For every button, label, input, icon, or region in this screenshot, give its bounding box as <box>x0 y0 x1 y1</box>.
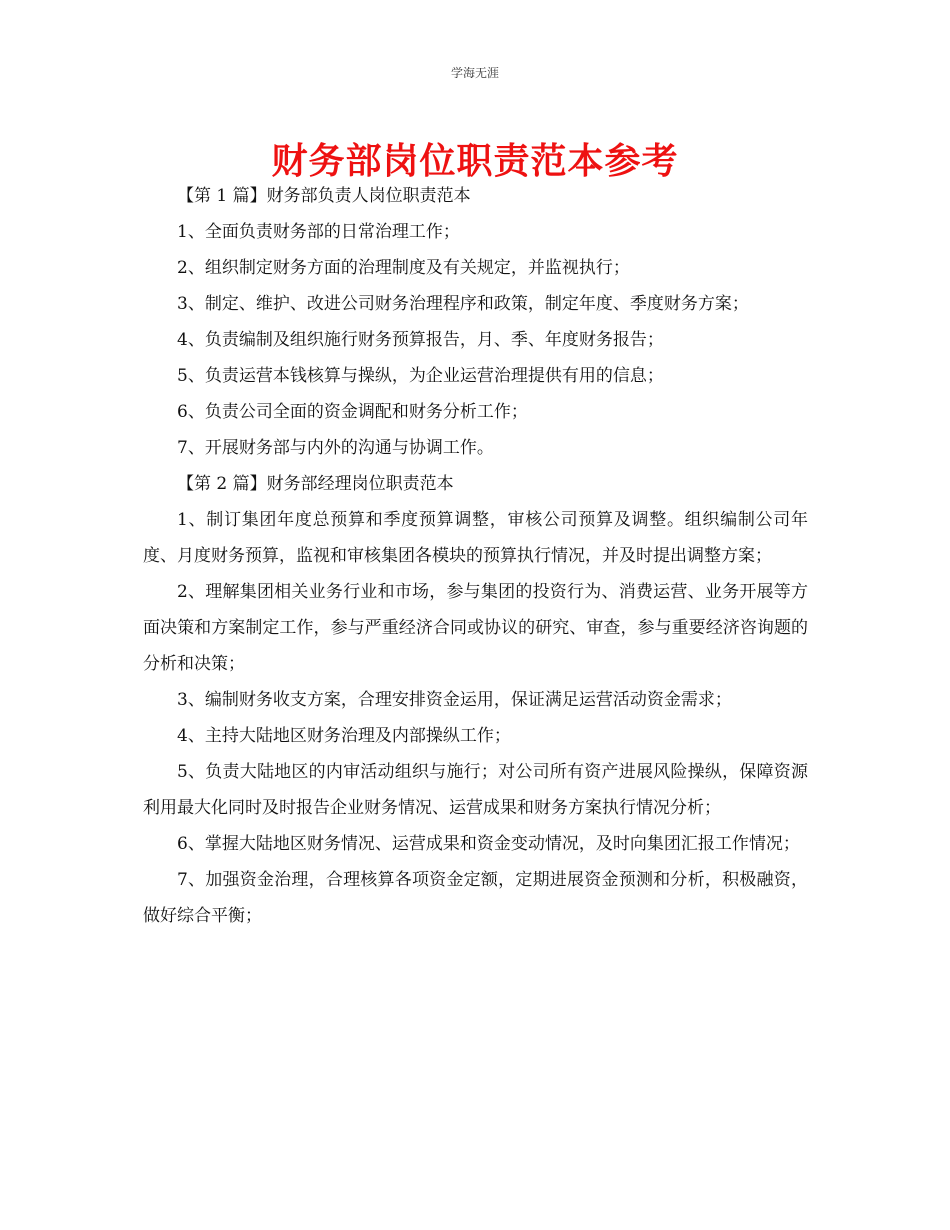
section2-item-3: 3、编制财务收支方案，合理安排资金运用，保证满足运营活动资金需求； <box>177 690 732 710</box>
section2-item-4: 4、主持大陆地区财务治理及内部操纵工作； <box>177 726 511 746</box>
section1-item-2: 2、组织制定财务方面的治理制度及有关规定，并监视执行； <box>177 258 630 278</box>
document-body <box>143 178 808 934</box>
section1-item-6: 6、负责公司全面的资金调配和财务分析工作； <box>177 402 528 422</box>
section1-item-3: 3、制定、维护、改进公司财务治理程序和政策，制定年度、季度财务方案； <box>177 294 749 314</box>
section1-item-4: 4、负责编制及组织施行财务预算报告，月、季、年度财务报告； <box>177 330 664 350</box>
section2-item-1: 1、制订集团年度总预算和季度预算调整，审核公司预算及调整。组织编制公司年度、月度财务预算，监视和审核集团各模块的预算执行情况，并及时提出调整方案； <box>143 510 808 566</box>
section2-item-5: 5、负责大陆地区的内审活动组织与施行；对公司所有资产进展风险操纵，保障资源利用最大化同时及时报告企业财务情况、运营成果和财务方案执行情况分析； <box>143 762 808 818</box>
document-title: 财务部岗位职责范本参考 <box>271 141 679 182</box>
section2-item-6: 6、掌握大陆地区财务情况、运营成果和资金变动情况，及时向集团汇报工作情况； <box>177 834 800 854</box>
section2-item-7: 7、加强资金治理，合理核算各项资金定额，定期进展资金预测和分析，积极融资，做好综合平衡； <box>143 870 808 926</box>
section2-item-2: 2、理解集团相关业务行业和市场，参与集团的投资行为、消费运营、业务开展等方面决策和方案制定工作，参与严重经济合同或协议的研究、审查，参与重要经济咨询题的分析和决策； <box>143 582 808 674</box>
page-header: 学海无涯 <box>450 66 499 80</box>
section-heading-1: 【第 1 篇】财务部负责人岗位职责范本 <box>177 186 471 206</box>
section-heading-2: 【第 2 篇】财务部经理岗位职责范本 <box>177 474 454 494</box>
section1-item-1: 1、全面负责财务部的日常治理工作； <box>177 222 460 242</box>
section1-item-5: 5、负责运营本钱核算与操纵，为企业运营治理提供有用的信息； <box>177 366 664 386</box>
section1-item-7: 7、开展财务部与内外的沟通与协调工作。 <box>177 438 494 458</box>
